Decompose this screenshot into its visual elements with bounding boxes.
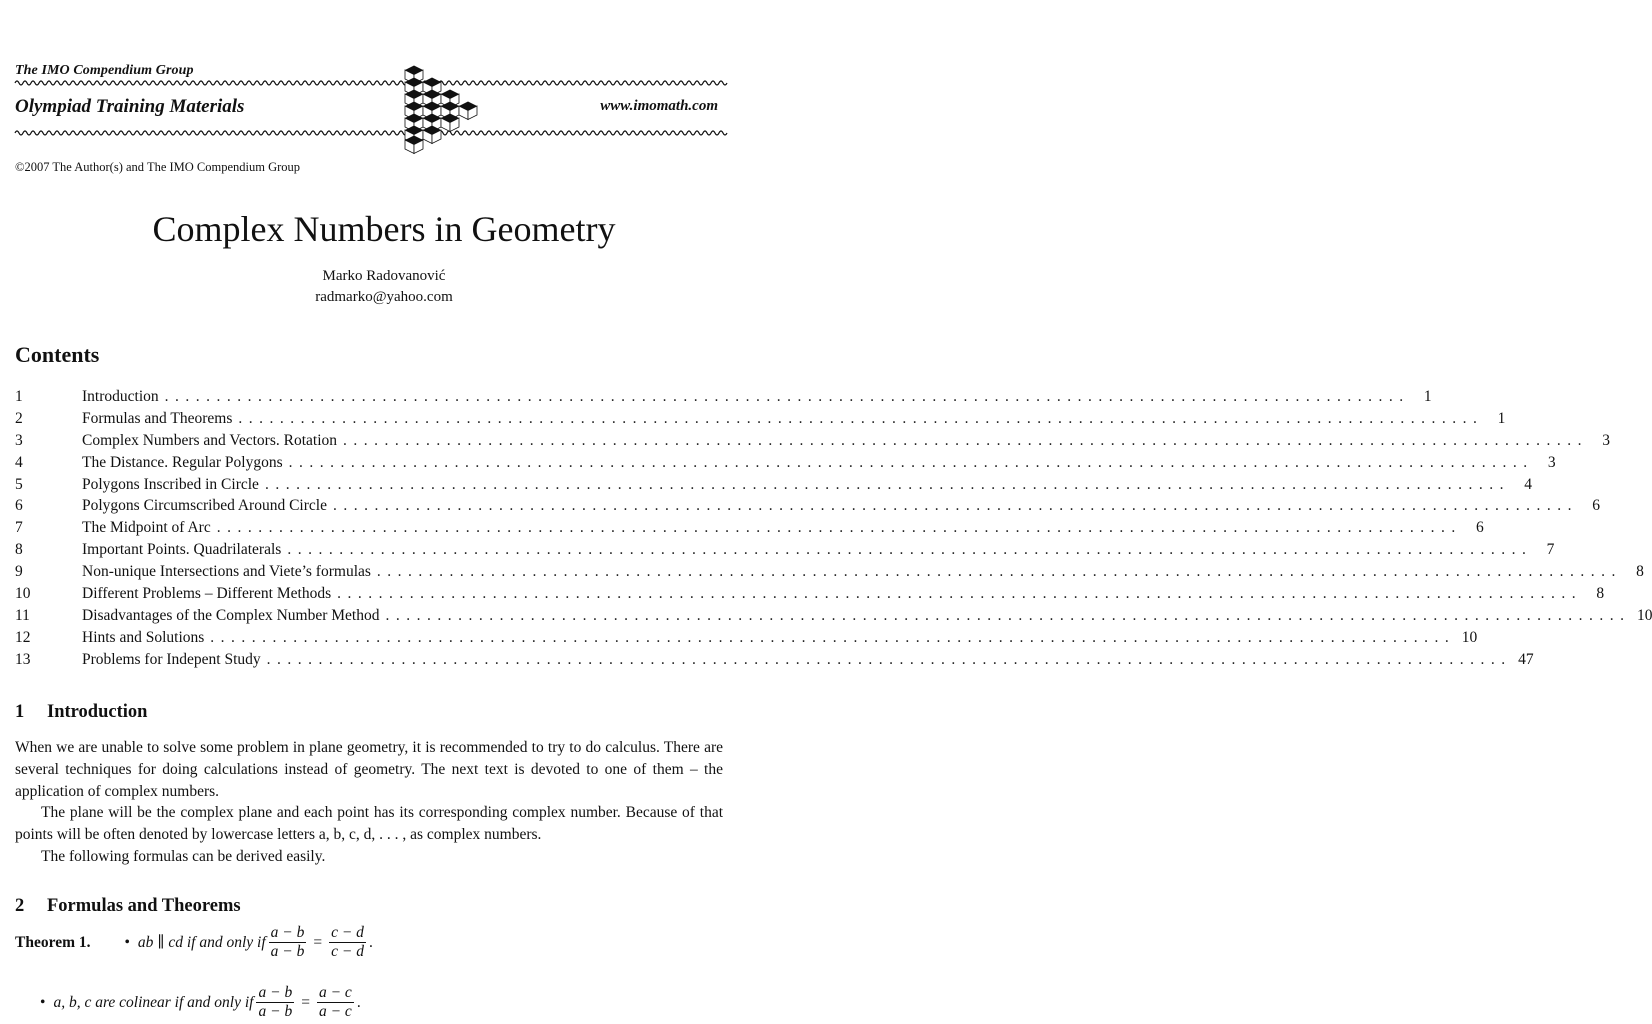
toc-entry-number: 2 [15, 409, 23, 427]
toc-entry-title: Polygons Inscribed in Circle [82, 475, 259, 493]
toc-dot-leader: ........................................................................................................................ [343, 431, 1589, 449]
theorem-label: Theorem 1. [15, 933, 91, 951]
toc-entry [15, 541, 1555, 563]
toc-dot-leader: ........................................................................................................................ [210, 628, 1456, 646]
theorem-item-text: ab ∥ cd if and only if [137, 934, 266, 951]
section-heading-formulas [15, 896, 241, 917]
formula-fraction: $\frac{a - c}{\overline{a} - \overline{c}}$ [318, 984, 352, 1020]
toc-entry [15, 497, 1600, 519]
formula-fraction: $\frac{a - b}{\overline{a} - \overline{b}}$ [258, 984, 293, 1020]
toc-entry [15, 519, 1484, 541]
toc-dot-leader: ........................................................................................................................ [216, 519, 1462, 537]
table-of-contents [15, 388, 1652, 673]
toc-entry-title: Disadvantages of the Complex Number Method [82, 606, 380, 624]
header-group-name: The IMO Compendium Group [15, 63, 194, 78]
section-number: 2 [15, 896, 25, 916]
section-number: 1 [15, 702, 25, 722]
copyright-notice: ©2007 The Author(s) and The IMO Compendium Group [15, 160, 301, 174]
toc-entry-number: 4 [15, 453, 23, 471]
toc-entry [15, 563, 1644, 585]
toc-entry [15, 606, 1652, 629]
toc-entry-title: The Distance. Regular Polygons [82, 453, 283, 471]
paragraph: The following formulas can be derived easily. [41, 847, 326, 865]
toc-entry [15, 431, 1611, 454]
toc-entry-page: 1 [1497, 409, 1506, 427]
introduction-text [15, 737, 723, 868]
section-heading-introduction [15, 702, 147, 723]
toc-dot-leader: ........................................................................................................................ [164, 388, 1410, 405]
formula-fraction: $\frac{a - b}{\overline{a} - \overline{b}}$ [270, 924, 305, 960]
section-title: Formulas and Theorems [47, 896, 241, 916]
section-title: Introduction [47, 702, 148, 722]
toc-entry-title: Formulas and Theorems [82, 409, 233, 427]
toc-entry [15, 475, 1532, 498]
theorem-1 [15, 924, 373, 961]
toc-entry-title: Problems for Indepent Study [82, 650, 261, 668]
toc-dot-leader: ........................................................................................................................ [337, 585, 1583, 603]
imo-cubes-logo-icon [404, 64, 484, 150]
toc-entry-page: 10 [1636, 606, 1652, 624]
theorem-item-text: a, b, c are colinear if and only if [53, 993, 254, 1011]
toc-entry-page: 3 [1602, 431, 1611, 449]
toc-entry-number: 10 [15, 585, 31, 603]
toc-entry-number: 12 [15, 628, 31, 646]
toc-dot-leader: ........................................................................................................................ [266, 650, 1512, 668]
toc-entry-title: Hints and Solutions [82, 628, 205, 646]
toc-entry-page: 8 [1596, 585, 1605, 603]
toc-entry-page: 1 [1423, 388, 1432, 405]
toc-entry-page: 4 [1524, 475, 1532, 493]
toc-entry-page: 6 [1475, 519, 1484, 537]
toc-entry-title: Introduction [82, 388, 159, 405]
toc-entry [15, 650, 1534, 673]
paragraph: When we are unable to solve some problem in plane geometry, it is recommended to try to do calculus. There are several techniques for doing calculations instead of geometry. The next text is devoted to one of them – the application of complex numbers. [15, 739, 723, 800]
toc-entry-number: 11 [15, 606, 30, 624]
toc-entry-title: Polygons Circumscribed Around Circle [82, 497, 327, 515]
toc-entry-page: 7 [1546, 541, 1555, 559]
toc-entry-page: 8 [1636, 563, 1644, 581]
author-name: Marko Radovanović [322, 268, 446, 284]
header-url: www.imomath.com [600, 98, 718, 114]
header-wave-line-bottom [15, 128, 725, 138]
toc-dot-leader: ........................................................................................................................ [332, 497, 1578, 515]
toc-entry-number: 7 [15, 519, 23, 537]
toc-entry-title: The Midpoint of Arc [82, 519, 211, 537]
toc-entry-page: 6 [1592, 497, 1600, 515]
theorem-item-parallel: • ab ∥ cd if and only if $\frac{a - b}{\overline{a} - \overline{b}}$ = $\frac{c - d}{\overline{c} - \overline{d}}$ . [124, 924, 373, 960]
toc-entry-page: 10 [1461, 628, 1478, 646]
toc-entry-number: 9 [15, 563, 23, 581]
header-wave-line-top [15, 78, 725, 88]
toc-entry [15, 628, 1478, 651]
toc-entry-title: Complex Numbers and Vectors. Rotation [82, 431, 338, 449]
toc-entry-number: 6 [15, 497, 23, 515]
toc-entry-title: Different Problems – Different Methods [82, 585, 332, 603]
toc-entry-number: 1 [15, 388, 23, 405]
toc-entry [15, 388, 1432, 410]
toc-dot-leader: ........................................................................................................................ [287, 541, 1533, 559]
toc-entry-title: Important Points. Quadrilaterals [82, 541, 282, 559]
header-materials: Olympiad Training Materials [15, 96, 245, 117]
toc-entry-title: Non-unique Intersections and Viete’s formulas [82, 563, 371, 581]
author-email: radmarko@yahoo.com [315, 289, 453, 305]
paragraph: The plane will be the complex plane and each point has its corresponding complex number. Because of that points will be often denoted by lowercase letters a, b, c, d, . . . , as complex numbers. [15, 804, 723, 844]
toc-entry-number: 8 [15, 541, 23, 559]
toc-entry [15, 585, 1605, 607]
author-block [0, 266, 768, 308]
contents-heading: Contents [15, 342, 100, 367]
toc-dot-leader: ........................................................................................................................ [238, 409, 1484, 427]
toc-entry [15, 453, 1556, 476]
toc-dot-leader: ........................................................................................................................ [376, 563, 1622, 581]
paper-title: Complex Numbers in Geometry [152, 209, 616, 249]
bullet-icon: • [124, 933, 130, 951]
toc-entry-number: 3 [15, 431, 23, 449]
toc-dot-leader: ........................................................................................................................ [288, 453, 1534, 471]
theorem-item-colinear: • a, b, c are colinear if and only if $\frac{a - b}{\overline{a} - \overline{b}}$ = $\frac{a - c}{\overline{a} - \overline{c}}$ . [40, 984, 361, 1020]
toc-entry [15, 409, 1506, 432]
toc-dot-leader: ........................................................................................................................ [385, 606, 1631, 624]
bullet-icon: • [40, 993, 46, 1011]
toc-entry-page: 3 [1547, 453, 1556, 471]
toc-entry-number: 5 [15, 475, 23, 493]
formula-fraction: $\frac{c - d}{\overline{c} - \overline{d}}$ [331, 924, 364, 960]
toc-entry-page: 47 [1518, 650, 1534, 668]
toc-dot-leader: ........................................................................................................................ [264, 475, 1510, 493]
toc-entry-number: 13 [15, 650, 31, 668]
